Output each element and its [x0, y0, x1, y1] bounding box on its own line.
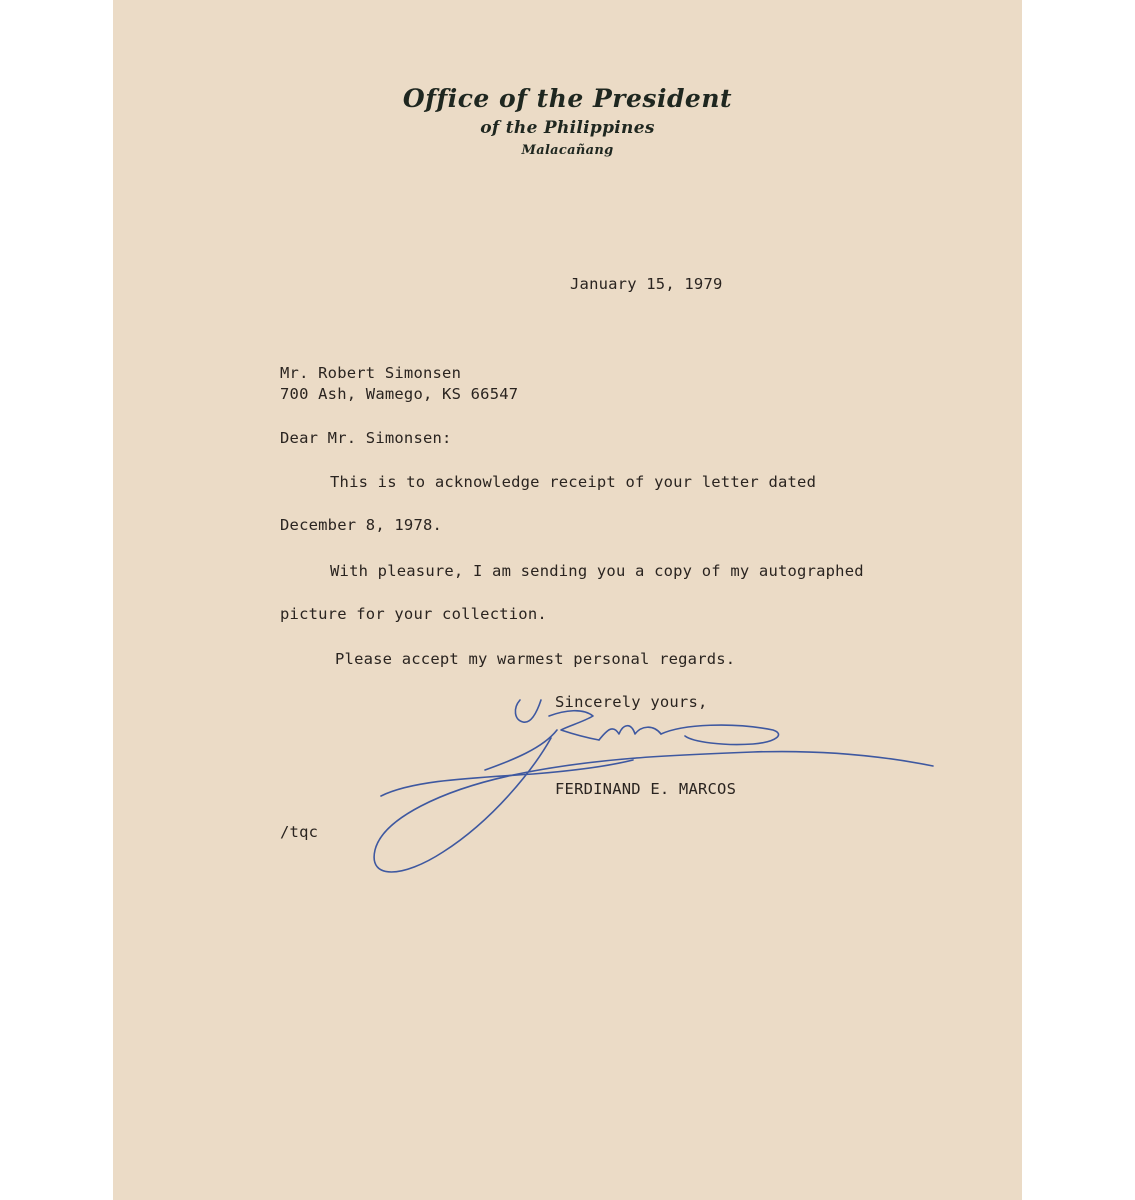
closing: Sincerely yours, — [555, 693, 708, 711]
paragraph-2-line-2: picture for your collection. — [280, 605, 547, 623]
letterhead-location: Malacañang — [521, 143, 614, 158]
recipient-address: 700 Ash, Wamego, KS 66547 — [280, 385, 519, 403]
letterhead-title: Office of the President — [402, 84, 733, 113]
recipient-name: Mr. Robert Simonsen — [280, 364, 462, 382]
typist-initials: /tqc — [280, 823, 319, 841]
paragraph-2-line-1: With pleasure, I am sending you a copy of my autographed — [330, 562, 864, 580]
letter-date: January 15, 1979 — [570, 275, 723, 293]
letterhead-subtitle: of the Philippines — [480, 118, 655, 138]
paragraph-3: Please accept my warmest personal regards. — [335, 650, 736, 668]
paragraph-1-line-1: This is to acknowledge receipt of your letter dated — [330, 473, 817, 491]
letter-page — [113, 0, 1022, 1200]
paragraph-1-line-2: December 8, 1978. — [280, 516, 443, 534]
signer-name: FERDINAND E. MARCOS — [555, 780, 737, 798]
salutation: Dear Mr. Simonsen: — [280, 429, 452, 447]
handwritten-signature — [113, 0, 1022, 1200]
